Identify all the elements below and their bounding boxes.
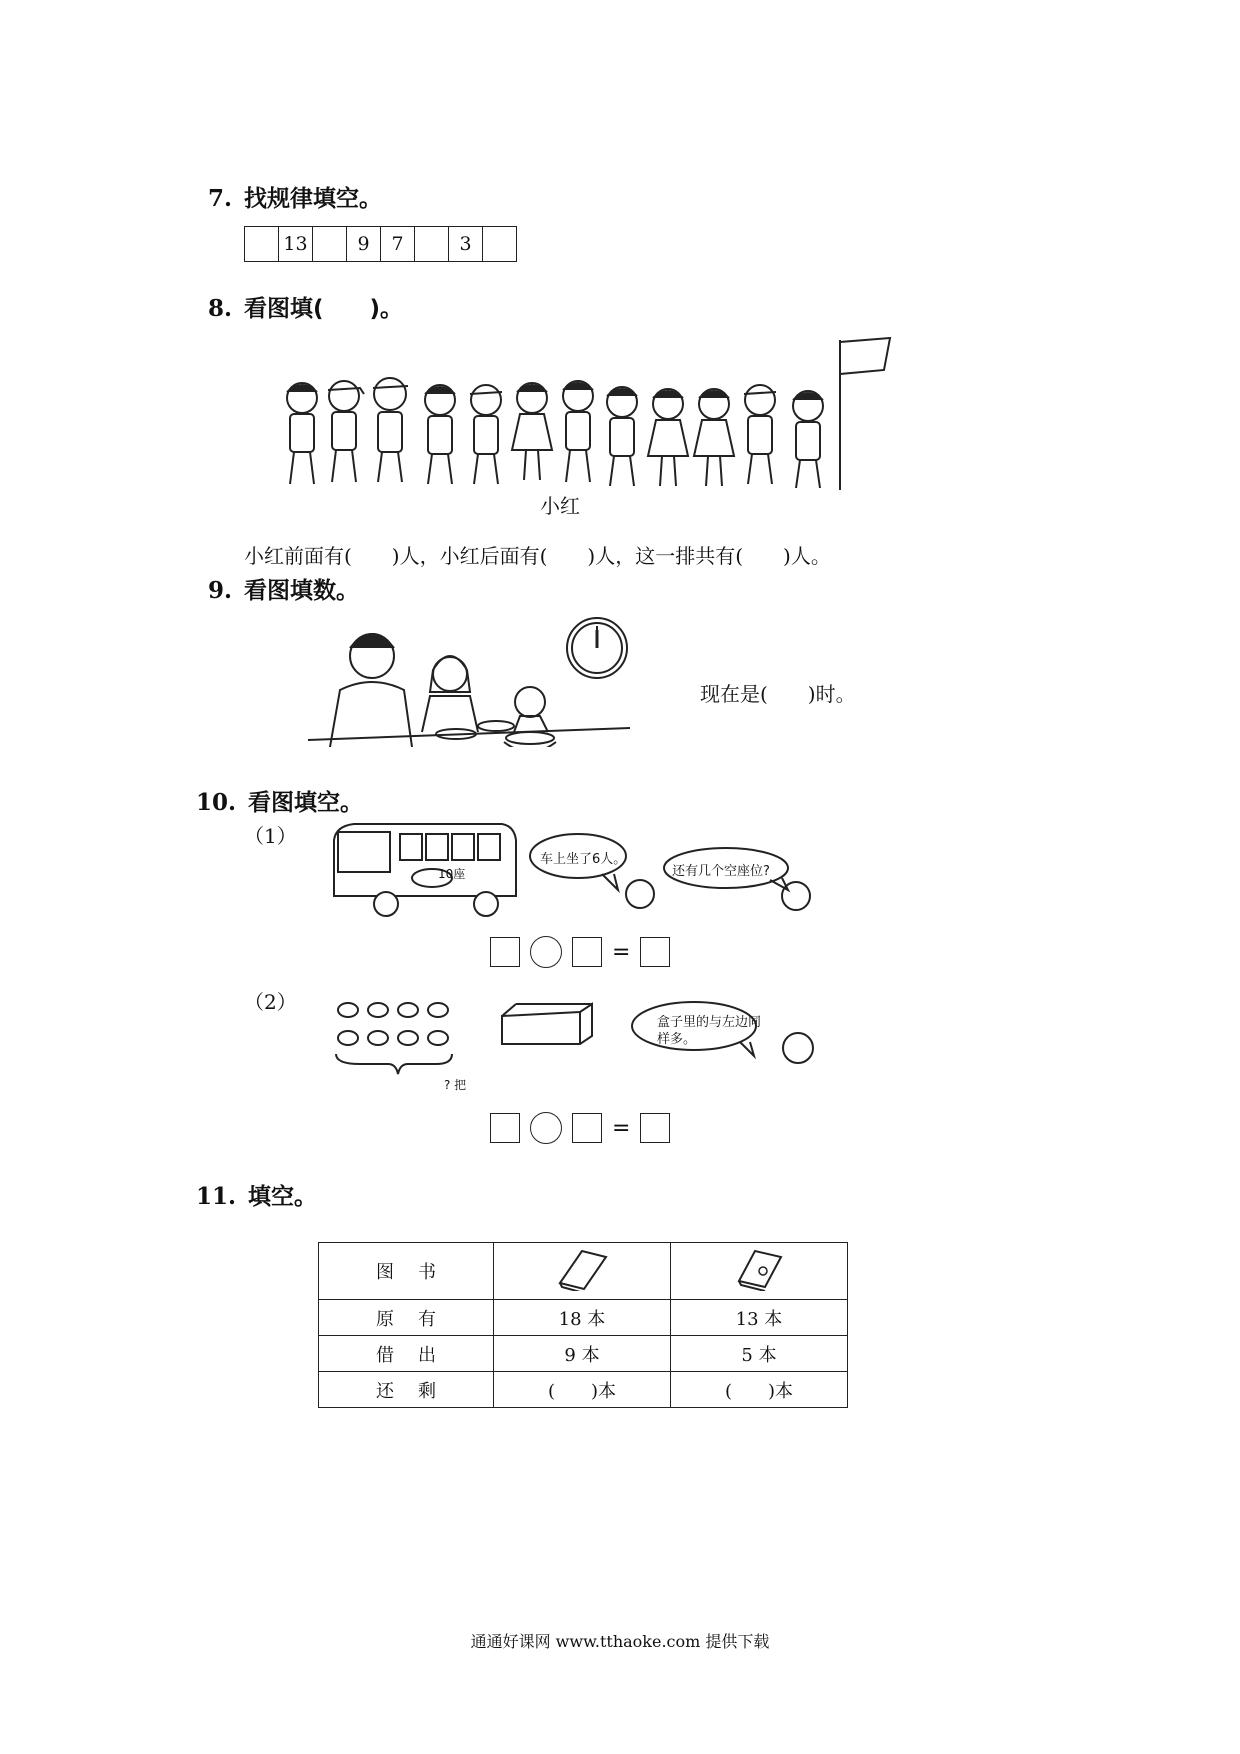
xiaohong-label: 小红 (540, 494, 580, 518)
seq-cell: 13 (279, 227, 313, 262)
q7-heading (208, 180, 382, 213)
books-table (318, 1242, 848, 1408)
header-books: 图书 (319, 1243, 494, 1300)
family-dinner-illustration (300, 612, 630, 747)
q9-title: 看图填数。 (244, 578, 360, 604)
cell-a-lent: 9 本 (494, 1336, 671, 1372)
q11-heading (196, 1178, 317, 1211)
q8-heading (208, 290, 403, 323)
footer-credit: 通通好课网 www.tthaoke.com 提供下载 (470, 1632, 770, 1651)
seq-cell: 9 (347, 227, 381, 262)
q11-number: 11. (196, 1183, 237, 1210)
answer-box[interactable] (640, 1113, 670, 1143)
q7-sequence-boxes (244, 226, 517, 262)
q7-title: 找规律填空。 (244, 186, 383, 212)
q8-number: 8. (208, 295, 233, 322)
q10-title: 看图填空。 (248, 790, 364, 816)
bus-sign: 10座 (438, 867, 466, 881)
q9-sentence: 现在是( )时。 (700, 682, 856, 706)
q10-number: 10. (196, 789, 237, 816)
seq-cell[interactable] (245, 227, 279, 262)
q9-number: 9. (208, 577, 233, 604)
equals-sign: = (612, 1115, 631, 1141)
q7-number: 7. (208, 185, 233, 212)
seq-cell[interactable] (313, 227, 347, 262)
row-label-remaining: 还剩 (319, 1372, 494, 1408)
book-b-icon (671, 1243, 848, 1300)
cell-b-original: 13 本 (671, 1300, 848, 1336)
q8-title: 看图填( )。 (244, 296, 404, 322)
cell-a-remaining[interactable]: ( )本 (494, 1372, 671, 1408)
cell-a-original: 18 本 (494, 1300, 671, 1336)
speech-bubble-box: 盒子里的与左边同样多。 (657, 1015, 762, 1047)
q10-part1-equation (490, 936, 670, 968)
seq-cell[interactable] (415, 227, 449, 262)
equals-sign: = (612, 939, 631, 965)
cell-b-remaining[interactable]: ( )本 (671, 1372, 848, 1408)
row-label-original: 原有 (319, 1300, 494, 1336)
q8-sentence: 小红前面有( )人，小红后面有( )人，这一排共有( )人。 (244, 544, 831, 568)
q10-part2-label: （2） (244, 990, 297, 1014)
speech-bubble-empty-seats: 还有几个空座位? (672, 864, 770, 879)
seq-cell: 3 (449, 227, 483, 262)
answer-box[interactable] (572, 937, 602, 967)
answer-box[interactable] (490, 937, 520, 967)
cell-b-lent: 5 本 (671, 1336, 848, 1372)
answer-box[interactable] (640, 937, 670, 967)
speech-bubble-passengers: 车上坐了6人。 (540, 852, 627, 867)
operator-circle[interactable] (530, 936, 562, 968)
q10-heading (196, 784, 363, 817)
brace-label: ? 把 (444, 1078, 467, 1092)
book-a-icon (494, 1243, 671, 1300)
q10-part2-equation (490, 1112, 670, 1144)
q10-part1-label: （1） (244, 824, 297, 848)
row-label-lent: 借出 (319, 1336, 494, 1372)
answer-box[interactable] (490, 1113, 520, 1143)
q11-title: 填空。 (248, 1184, 318, 1210)
q9-heading (208, 572, 359, 605)
answer-box[interactable] (572, 1113, 602, 1143)
seq-cell[interactable] (483, 227, 517, 262)
children-line-illustration (262, 330, 912, 500)
operator-circle[interactable] (530, 1112, 562, 1144)
seq-cell: 7 (381, 227, 415, 262)
